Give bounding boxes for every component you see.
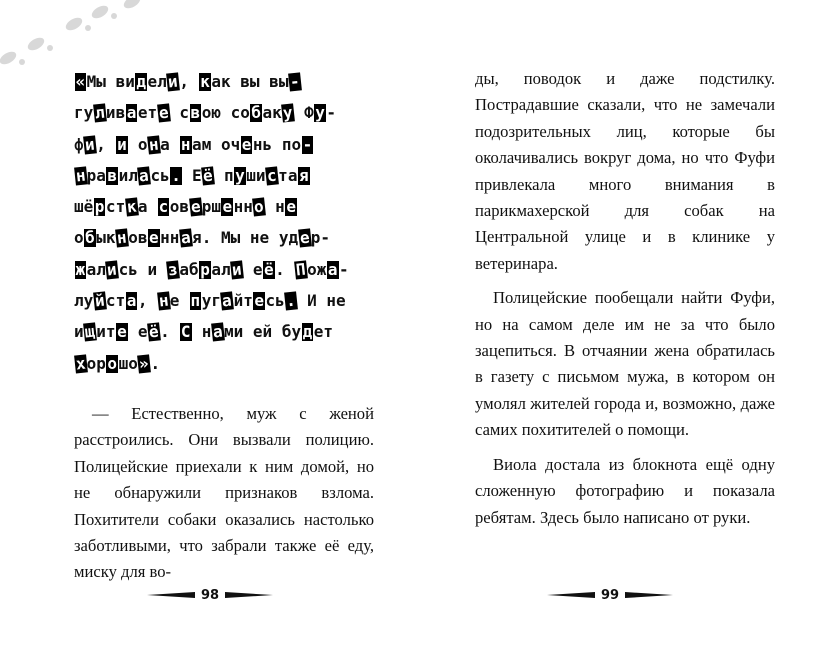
ransom-line: фи, и она нам очень по- [74,134,313,155]
page-number-right [540,586,680,604]
ransom-line: жались и забрали её. Пожа- [75,259,349,280]
right-page [475,66,775,531]
paragraph: ды, поводок и даже подстилку. Пострадавшие сказали, что не замечали подозрительных лиц, которые бы околачивались вокруг дома, но что Фуфи привлекала много внимания в парикмахерской для собак на Центральной улице и в клинике у ветеринара. [475,69,775,273]
paragraph: — Естественно, муж с женой расстроились. Они вызвали полицию. Полицейские приехали к ним домой, но не обнаружили признаков взлома. Похитители собаки оказались настолько заботливыми, что забрали также её еду, миску для во- [74,403,374,582]
ransom-line: обыкновенная. Мы не удер- [74,228,331,248]
ransom-line: луйста, не пугайтесь. И не [74,290,346,311]
footprint-icon [0,49,18,67]
ransom-line: гуливаете свою собаку Фу- [74,102,337,123]
paragraph: Полицейские пообещали найти Фуфи, но на самом деле им не за что было зацепиться. В отчаянии жена обратилась в газету с письмом мужа, в котором он умолял жителей города и, возможно, даже самих похитителей о помощи. [475,288,775,440]
paragraph: Виола достала из блокнота ещё одну сложенную фотографию и показала ребятам. Здесь было написано от руки. [475,454,775,527]
ransom-line: нравилась. Её пушистая [74,165,309,186]
page-number: 99 [600,587,620,603]
ransom-line: «Мы видели, как вы вы- [75,71,301,92]
left-body-text [74,401,374,586]
footprint-icon [122,0,143,11]
right-dash-icon [225,591,273,599]
page-number: 98 [200,587,220,603]
left-dash-icon [147,591,195,599]
left-dash-icon [547,591,595,599]
footprint-icon [64,15,85,33]
right-body-text [475,66,775,531]
footprint-icon [26,35,47,53]
footprint-icon [90,3,111,21]
ransom-note [74,66,374,379]
right-dash-icon [625,591,673,599]
left-page [74,66,374,586]
ransom-line: шёрстка совершенно не [74,196,296,217]
ransom-line: хорошо». [74,353,161,374]
page-number-left [140,586,280,604]
ransom-line: ищите её. С нами ей будет [74,321,334,342]
